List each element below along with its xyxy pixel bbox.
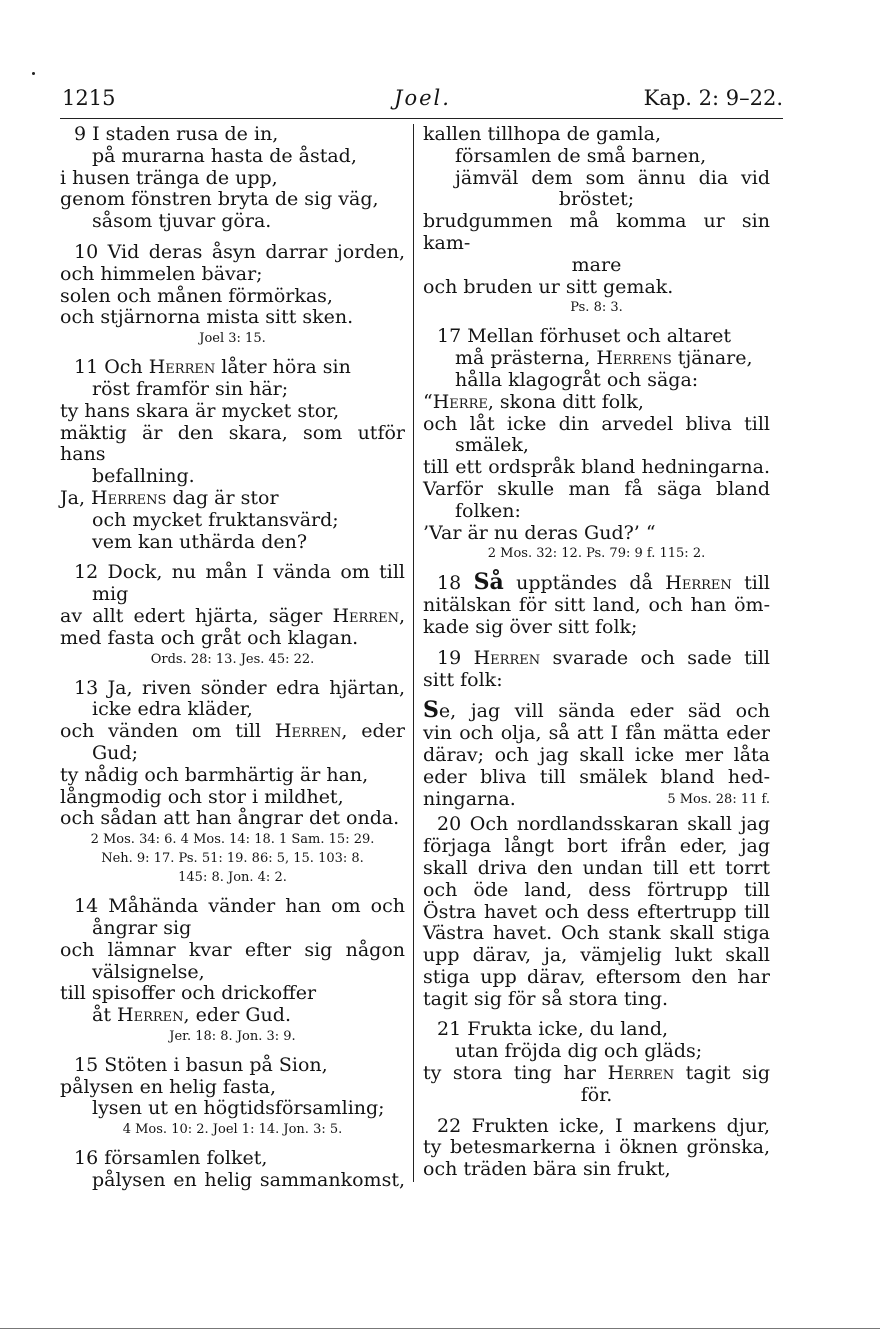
verse-line: jämväl dem som ännu dia vid: [455, 166, 770, 189]
divine-name: Herre: [432, 390, 488, 413]
verse-line: sitt folk:: [423, 668, 503, 691]
verse-line: och vänden om till Herren, eder: [60, 720, 405, 743]
divine-name: Herren: [117, 1004, 184, 1027]
verse-line: 14 Måhända vänder han om och: [74, 895, 405, 918]
verse-line: nitälskan för sitt land, och han öm-: [423, 594, 770, 617]
cross-reference: Ords. 28: 13. Jes. 45: 22.: [150, 651, 315, 667]
verse-line: solen och månen förmörkas,: [60, 284, 333, 307]
verse-line: såsom tjuvar göra.: [92, 210, 272, 233]
header-rule: [60, 118, 783, 119]
verse-line: till ett ordspråk bland hedningarna.: [423, 456, 770, 479]
verse-line: och lämnar kvar efter sig någon: [60, 938, 405, 961]
verse-line: vin och olja, så att I fån mätta eder: [423, 722, 770, 745]
verse-line: ångrar sig: [92, 916, 192, 939]
verse-line: och träden bära sin frukt,: [423, 1158, 671, 1181]
divine-name: Herren: [332, 604, 399, 627]
verse-line: 19 Herren svarade och sade till: [437, 646, 770, 669]
verse-line: må prästerna, Herrens tjänare,: [455, 347, 753, 370]
verse-line: förjaga långt bort ifrån eder, jag: [423, 835, 770, 858]
verse-line: av allt edert hjärta, säger Herren,: [60, 604, 405, 627]
divine-name: Herren: [607, 1062, 675, 1085]
cross-reference: 4 Mos. 10: 2. Joel 1: 14. Jon. 3: 5.: [122, 1122, 343, 1138]
verse-line: ty stora ting har Herren tagit sig: [423, 1062, 770, 1085]
verse-line: församlen de små barnen,: [455, 144, 707, 167]
cross-reference: Neh. 9: 17. Ps. 51: 19. 86: 5, 15. 103: 8.: [101, 851, 364, 867]
page-number: 1215: [62, 86, 116, 110]
verse-line: åt Herren, eder Gud.: [92, 1004, 291, 1027]
verse-line: vem kan uthärda den?: [92, 530, 308, 553]
scan-bottom-edge: [0, 1328, 880, 1329]
running-header: [62, 86, 783, 114]
verse-line: långmodig och stor i mildhet,: [60, 785, 344, 808]
verse-line: hålla klagogråt och säga:: [455, 368, 699, 391]
verse-line: 16 församlen folket,: [74, 1147, 268, 1170]
divine-name: Herren: [274, 720, 342, 743]
verse-line: mäktig är den skara, som utför hans: [60, 421, 405, 466]
verse-line: ty betesmarkerna i öknen grönska,: [423, 1136, 770, 1159]
verse-line: 17 Mellan förhuset och altaret: [437, 325, 732, 348]
verse-line: pålysen en helig fasta,: [60, 1075, 277, 1098]
verse-line: och sådan att han ångrar det onda.: [60, 807, 400, 830]
verse-line: 18 Så upptändes då Herren till: [437, 569, 771, 596]
verse-line: och låt icke din arvedel bliva till: [423, 412, 770, 435]
verse-line: 9 I staden rusa de in,: [74, 123, 279, 145]
verse-line: 22 Frukten icke, I markens djur,: [437, 1114, 770, 1137]
verse-line: ningarna. 5 Mos. 28: 11 f.: [423, 787, 770, 810]
cross-reference: 145: 8. Jon. 4: 2.: [178, 870, 287, 886]
verse-line: och öde land, dess förtrupp till: [423, 878, 770, 901]
verse-line: välsignelse,: [92, 960, 205, 983]
verse-line: utan fröjda dig och gläds;: [455, 1040, 703, 1063]
verse-line: ’Var är nu deras Gud?’ “: [423, 521, 656, 544]
cross-reference: 2 Mos. 34: 6. 4 Mos. 14: 18. 1 Sam. 15: 29.: [90, 832, 375, 848]
verse-line: och stjärnorna mista sitt sken.: [60, 306, 354, 329]
verse-line: för.: [580, 1083, 613, 1106]
verse-line: eder bliva till smälek bland hed-: [423, 765, 770, 788]
verse-line: mig: [92, 583, 129, 606]
divine-name: Herren: [473, 646, 541, 669]
divine-name: Herren: [148, 356, 216, 379]
divine-name: Herrens: [596, 347, 672, 370]
verse-line: folken:: [455, 499, 521, 522]
cross-reference: Jer. 18: 8. Jon. 3: 9.: [169, 1028, 296, 1044]
verse-line: i husen tränga de upp,: [60, 166, 278, 189]
verse-line: bröstet;: [558, 188, 635, 211]
verse-line: på murarna hasta de åstad,: [92, 144, 357, 167]
verse-line: smälek,: [455, 434, 529, 457]
verse-line: Gud;: [92, 741, 138, 764]
verse-line: icke edra kläder,: [92, 698, 253, 721]
verse-line: mare: [571, 253, 622, 276]
verse-line: 21 Frukta icke, du land,: [437, 1018, 669, 1041]
verse-line: och mycket fruktansvärd;: [92, 508, 339, 531]
verse-line: därav; och jag skall icke mer låta: [423, 743, 770, 766]
verse-line: med fasta och gråt och klagan.: [60, 626, 359, 649]
verse-line: kallen tillhopa de gamla,: [423, 123, 661, 145]
verse-line: 12 Dock, nu mån I vända om till: [74, 561, 405, 584]
verse-line: tagit sig för så stora ting.: [423, 987, 669, 1010]
verse-line: upp därav, ja, vämjelig lukt skall: [423, 944, 770, 967]
verse-line: 15 Stöten i basun på Sion,: [74, 1053, 328, 1076]
verse-line: stiga upp därav, eftersom den har: [423, 965, 770, 988]
cross-reference: 2 Mos. 32: 12. Ps. 79: 9 f. 115: 2.: [487, 546, 706, 562]
verse-line: 11 Och Herren låter höra sin: [74, 356, 351, 379]
verse-line: till spisoffer och drickoffer: [60, 982, 317, 1005]
column-divider: [413, 124, 414, 1182]
verse-line: befallning.: [92, 465, 195, 488]
cross-reference: Ps. 8: 3.: [570, 300, 623, 316]
verse-line: Se, jag vill sända eder säd och: [423, 697, 770, 724]
verse-line: 20 Och nordlandsskaran skall jag: [437, 813, 770, 836]
cross-reference: 5 Mos. 28: 11 f.: [667, 791, 770, 807]
divine-name: Herrens: [91, 486, 167, 509]
chapter-reference: Kap. 2: 9–22.: [643, 86, 783, 110]
book-title: Joel.: [394, 86, 451, 110]
divine-name: Herren: [665, 572, 732, 595]
verse-line: Västra havet. Och stank skall stiga: [423, 922, 770, 945]
stray-dot: [32, 72, 35, 75]
verse-line: Varför skulle man få säga bland: [423, 477, 770, 500]
left-column: [60, 124, 405, 1192]
verse-line: röst framför sin här;: [92, 377, 289, 400]
cross-reference: Joel 3: 15.: [199, 331, 266, 347]
right-column: [423, 124, 770, 1181]
verse-line: 10 Vid deras åsyn darrar jorden,: [74, 240, 405, 263]
verse-line: ty hans skara är mycket stor,: [60, 399, 340, 422]
verse-line: “Herre, skona ditt folk,: [423, 390, 644, 413]
verse-line: Östra havet och dess eftertrupp till: [423, 900, 770, 923]
verse-line: kade sig över sitt folk;: [423, 615, 638, 638]
verse-line: Ja, Herrens dag är stor: [60, 486, 279, 509]
verse-line: 13 Ja, riven sönder edra hjärtan,: [74, 676, 405, 699]
verse-line: lysen ut en högtidsförsamling;: [92, 1097, 385, 1120]
verse-line: brudgummen må komma ur sin kam-: [423, 210, 770, 254]
verse-line: genom fönstren bryta de sig väg,: [60, 188, 379, 211]
verse-line: ty nådig och barmhärtig är han,: [60, 763, 369, 786]
verse-line: skall driva den undan till ett torrt: [423, 856, 770, 879]
verse-line: och bruden ur sitt gemak.: [423, 275, 674, 298]
verse-line: och himmelen bävar;: [60, 262, 263, 285]
verse-line: pålysen en helig sammankomst,: [92, 1169, 405, 1192]
